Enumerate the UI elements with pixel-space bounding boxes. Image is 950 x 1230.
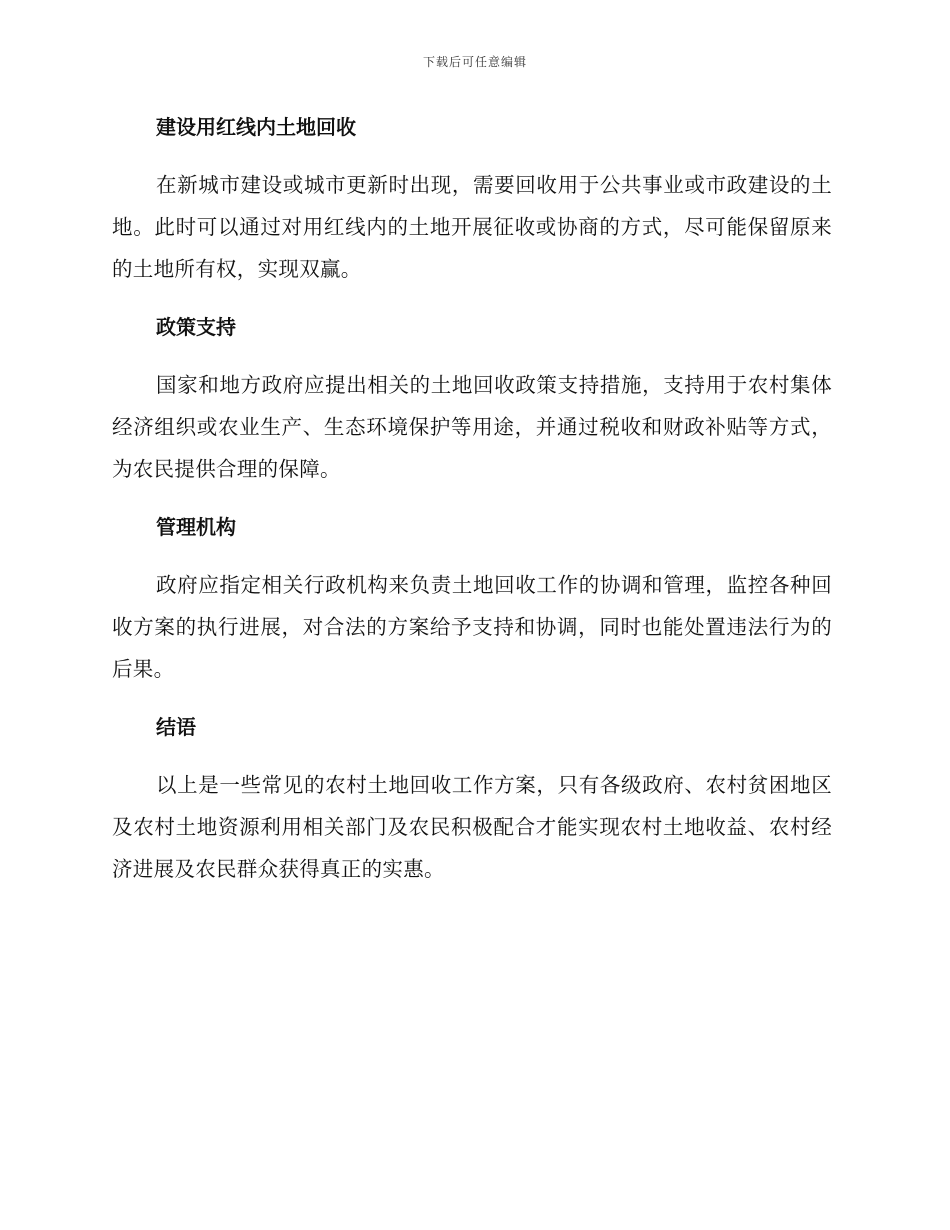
section-paragraph: 国家和地方政府应提出相关的土地回收政策支持措施，支持用于农村集体经济组织或农业生产、生态环境保护等用途，并通过税收和财政补贴等方式，为农民提供合理的保障。 (112, 373, 832, 481)
header-note: 下载后可任意编辑 (422, 55, 527, 69)
section-heading: 管理机构 (156, 515, 236, 539)
section-paragraph: 在新城市建设或城市更新时出现，需要回收用于公共事业或市政建设的土地。此时可以通过对用红线内的土地开展征收或协商的方式，尽可能保留原来的土地所有权，实现双赢。 (112, 173, 832, 281)
section-heading: 结语 (156, 715, 196, 739)
document-body (112, 112, 832, 912)
section-policy-support (112, 312, 832, 490)
section-paragraph: 以上是一些常见的农村土地回收工作方案，只有各级政府、农村贫困地区及农村土地资源利用相关部门及农民积极配合才能实现农村土地收益、农村经济进展及农民群众获得真正的实惠。 (112, 773, 832, 881)
section-land-recovery (112, 112, 832, 290)
section-heading: 政策支持 (156, 315, 236, 339)
section-heading: 建设用红线内土地回收 (156, 115, 356, 139)
section-management-agency (112, 512, 832, 690)
section-paragraph: 政府应指定相关行政机构来负责土地回收工作的协调和管理，监控各种回收方案的执行进展，对合法的方案给予支持和协调，同时也能处置违法行为的后果。 (112, 573, 832, 681)
section-conclusion (112, 712, 832, 890)
